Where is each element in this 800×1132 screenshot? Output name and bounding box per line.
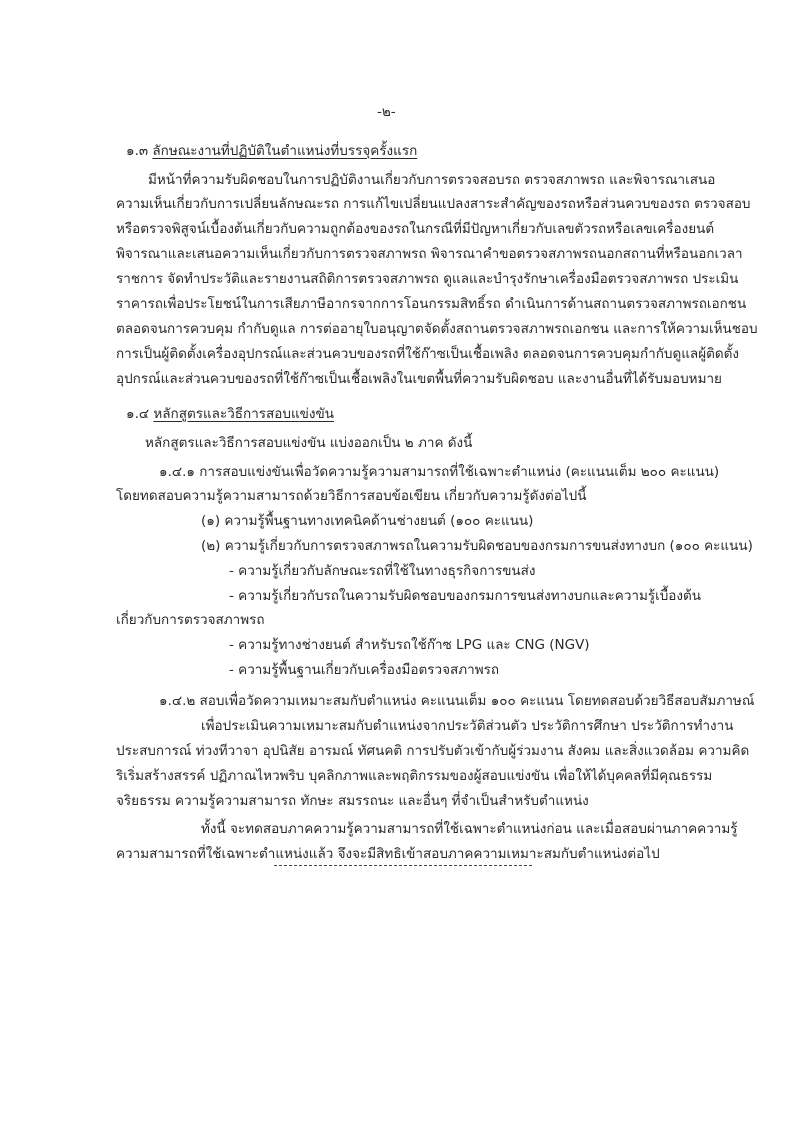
subsection-1-4-2-line: ริเริ่มสร้างสรรค์ ปฏิภาณไหวพริบ บุคลิกภาพและพฤติกรรมของผู้สอบแข่งขัน เพื่อให้ได้บุคคลที่มีคุณธรรม <box>116 768 713 784</box>
paragraph-line: ราคารถเพื่อประโยชน์ในการเสียภาษีอากรจากการโอนกรรมสิทธิ์รถ ดำเนินการด้านสถานตรวจสภาพรถเอกชน <box>116 296 747 312</box>
section-1-3-heading <box>126 141 417 161</box>
subsection-1-4-2-line: ๑.๔.๒ สอบเพื่อวัดความเหมาะสมกับตำแหน่ง คะแนนเต็ม ๑๐๐ คะแนน โดยทดสอบด้วยวิธีสอบสัมภาษณ์ <box>159 693 755 709</box>
paragraph-line: อุปกรณ์และส่วนควบของรถที่ใช้ก๊าซเป็นเชื้อเพลิงในเขตพื้นที่ความรับผิดชอบ และงานอื่นที่ได้รับมอบหมาย <box>116 371 722 387</box>
paragraph-line: หรือตรวจพิสูจน์เบื้องต้นเกี่ยวกับความถูกต้องของรถในกรณีที่มีปัญหาเกี่ยวกับเลขตัวรถหรือเลขเครื่องยนต์ <box>116 221 715 237</box>
section-1-3-title: ลักษณะงานที่ปฏิบัติในตำแหน่งที่บรรจุครั้งแรก <box>152 143 418 159</box>
bullet-item: - ความรู้เกี่ยวกับลักษณะรถที่ใช้ในทางธุรกิจการขนส่ง <box>229 563 536 579</box>
section-1-4-intro: หลักสูตรและวิธีการสอบแข่งขัน แบ่งออกเป็น ๒ ภาค ดังนี้ <box>145 435 473 451</box>
paragraph-line: การเป็นผู้ติดตั้งเครื่องอุปกรณ์และส่วนควบของรถที่ใช้ก๊าซเป็นเชื้อเพลิง ตลอดจนการควบคุมกำกับดูแลผู้ติดตั้ง <box>116 346 739 362</box>
subsection-1-4-2-line: เพื่อประเมินความเหมาะสมกับตำแหน่งจากประวัติส่วนตัว ประวัติการศึกษา ประวัติการทำงาน <box>201 718 734 734</box>
section-1-4-title: หลักสูตรและวิธีการสอบแข่งขัน <box>153 406 334 422</box>
section-1-4-heading <box>126 404 334 424</box>
paragraph-line: ตลอดจนการควบคุม กำกับดูแล การต่ออายุใบอนุญาตจัดตั้งสถานตรวจสภาพรถเอกชน และการให้ความเห็นชอบ <box>116 321 758 337</box>
bullet-item-continuation: เกี่ยวกับการตรวจสภาพรถ <box>116 612 265 628</box>
subsection-1-4-1-line: โดยทดสอบความรู้ความสามารถด้วยวิธีการสอบข้อเขียน เกี่ยวกับความรู้ดังต่อไปนี้ <box>116 488 587 504</box>
bullet-item: - ความรู้พื้นฐานเกี่ยวกับเครื่องมือตรวจสภาพรถ <box>229 662 500 678</box>
list-item: (๑) ความรู้พื้นฐานทางเทคนิคด้านช่างยนต์ (๑๐๐ คะแนน) <box>201 513 534 529</box>
section-1-3-number: ๑.๓ <box>126 143 149 159</box>
page-number: -๒- <box>377 104 396 120</box>
section-1-4-number: ๑.๔ <box>126 406 150 422</box>
subsection-1-4-1-line: ๑.๔.๑ การสอบแข่งขันเพื่อวัดความรู้ความสามารถที่ใช้เฉพาะตำแหน่ง (คะแนนเต็ม ๒๐๐ คะแนน) <box>159 464 720 480</box>
closing-line: ทั้งนี้ จะทดสอบภาคความรู้ความสามารถที่ใช้เฉพาะตำแหน่งก่อน และเมื่อสอบผ่านภาคความรู้ <box>201 821 738 837</box>
subsection-1-4-2-line: จริยธรรม ความรู้ความสามารถ ทักษะ สมรรถนะ และอื่นๆ ที่จำเป็นสำหรับตำแหน่ง <box>116 793 589 809</box>
list-item: (๒) ความรู้เกี่ยวกับการตรวจสภาพรถในความรับผิดชอบของกรมการขนส่งทางบก (๑๐๐ คะแนน) <box>201 538 753 554</box>
subsection-1-4-2-line: ประสบการณ์ ท่วงทีวาจา อุปนิสัย อารมณ์ ทัศนคติ การปรับตัวเข้ากับผู้ร่วมงาน สังคม และสิ่งแวดล้อม ความคิด <box>116 743 750 759</box>
bullet-item: - ความรู้ทางช่างยนต์ สำหรับรถใช้ก๊าซ LPG และ CNG (NGV) <box>229 637 590 653</box>
end-divider <box>274 865 532 866</box>
paragraph-line: พิจารณาและเสนอความเห็นเกี่ยวกับการตรวจสภาพรถ พิจารณาคำขอตรวจสภาพรถนอกสถานที่หรือนอกเวลา <box>116 246 743 262</box>
closing-line: ความสามารถที่ใช้เฉพาะตำแหน่งแล้ว จึงจะมีสิทธิเข้าสอบภาคความเหมาะสมกับตำแหน่งต่อไป <box>116 846 660 862</box>
paragraph-line: ราชการ จัดทำประวัติและรายงานสถิติการตรวจสภาพรถ ดูแลและบำรุงรักษาเครื่องมือตรวจสภาพรถ ประเมิน <box>116 271 739 287</box>
bullet-item: - ความรู้เกี่ยวกับรถในความรับผิดชอบของกรมการขนส่งทางบกและความรู้เบื้องต้น <box>229 588 702 604</box>
paragraph-line: มีหน้าที่ความรับผิดชอบในการปฏิบัติงานเกี่ยวกับการตรวจสอบรถ ตรวจสภาพรถ และพิจารณาเสนอ <box>148 172 716 188</box>
paragraph-line: ความเห็นเกี่ยวกับการเปลี่ยนลักษณะรถ การแก้ไขเปลี่ยนแปลงสาระสำคัญของรถหรือส่วนควบของรถ ตรวจสอบ <box>116 196 751 212</box>
